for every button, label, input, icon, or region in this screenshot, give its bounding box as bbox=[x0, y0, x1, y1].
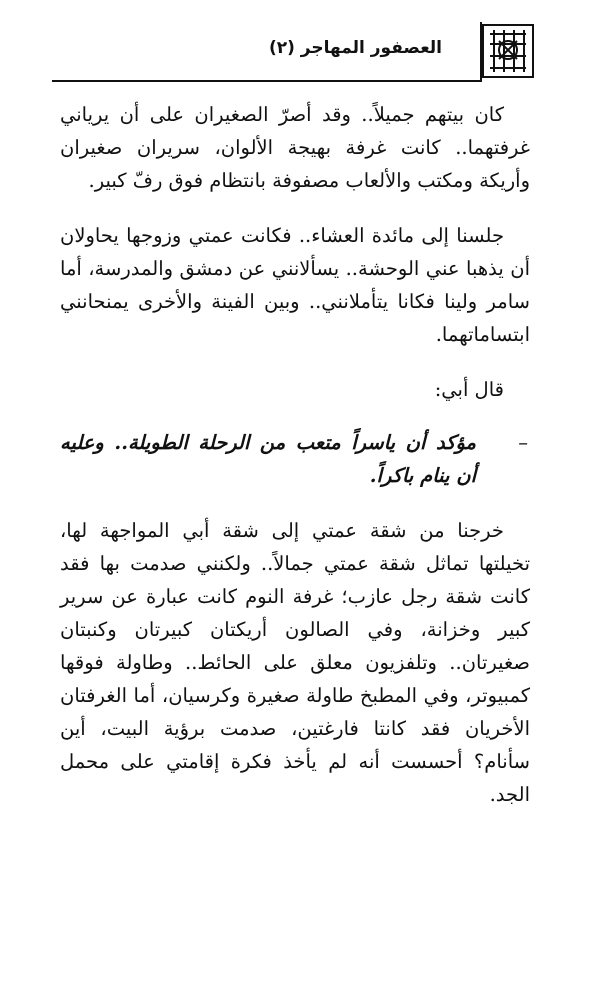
body-text bbox=[60, 98, 530, 833]
header-rule bbox=[52, 80, 482, 82]
knot-ornament-icon bbox=[480, 22, 536, 80]
dialogue-text: مؤكد أن ياسراً متعب من الرحلة الطويلة.. وعليه أن ينام باكراً. bbox=[60, 431, 476, 487]
paragraph: خرجنا من شقة عمتي إلى شقة أبي المواجهة لها، تخيلتها تماثل شقة عمتي جمالاً.. ولكنني صدمت بها فقد كانت شقة رجل عازب؛ غرفة النوم كانت عبارة عن سرير كبير وخزانة، وفي الصالون أريكتان كبيرتان وكنبتان صغيرتان.. وتلفزيون معلق على الحائط.. وطاولة فوقها كمبيوتر، وفي المطبخ طاولة صغيرة وكرسيان، أما الغرفتان الأخريان فقد كانتا فارغتين، صدمت برؤية البيت، أين سأنام؟ أحسست أنه لم يأخذ فكرة إقامتي على محمل الجد. bbox=[60, 519, 530, 806]
paragraph: قال أبي: bbox=[434, 378, 504, 401]
paragraph: كان بيتهم جميلاً.. وقد أصرّ الصغيران على أن يرياني غرفتهما.. كانت غرفة بهيجة الألوان، سريران صغيران وأريكة ومكتب والألعاب مصفوفة بانتظام فوق رفّ كبير. bbox=[60, 103, 530, 192]
header-divider bbox=[480, 22, 482, 82]
dialogue-quote bbox=[60, 426, 530, 492]
running-header-title: العصفور المهاجر (٢) bbox=[268, 38, 442, 58]
dialogue-dash: – bbox=[518, 431, 528, 454]
paragraph: جلسنا إلى مائدة العشاء.. فكانت عمتي وزوجها يحاولان أن يذهبا عني الوحشة.. يسألانني عن دمشق والمدرسة، أما سامر ولينا فكانا يتأملانني.. وبين الفينة والأخرى يمنحانني ابتساماتهما. bbox=[60, 224, 530, 346]
